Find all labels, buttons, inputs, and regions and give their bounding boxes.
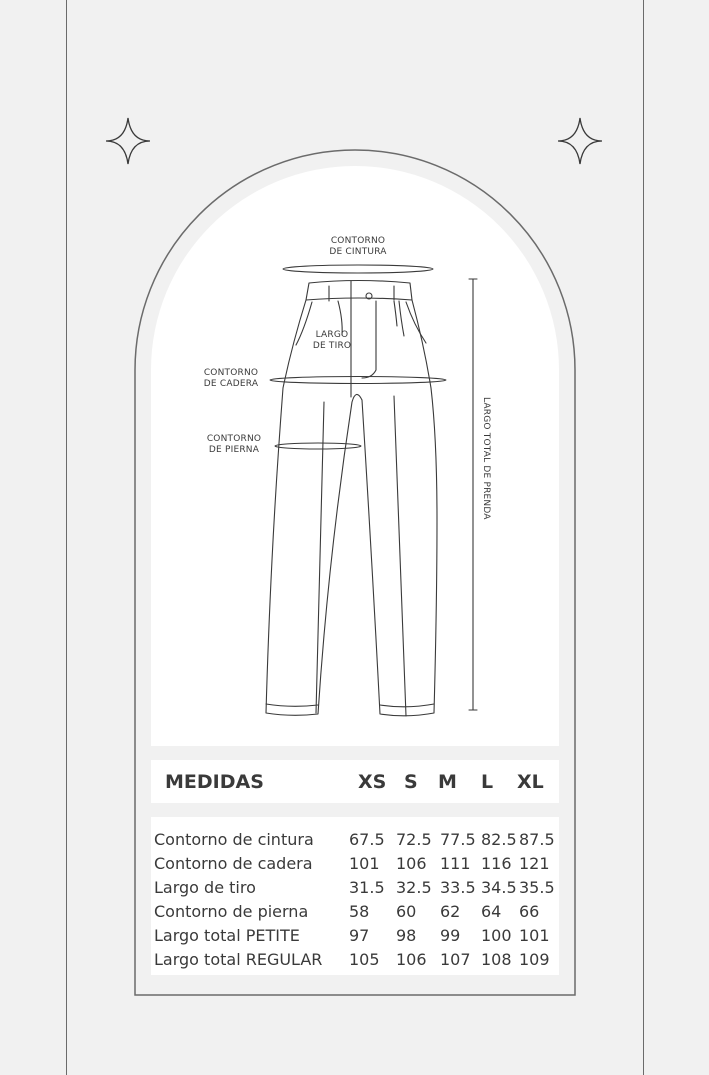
table-row — [151, 924, 559, 948]
cell-xl: 66 — [519, 902, 540, 921]
waist-label-line1: CONTORNO — [330, 236, 386, 246]
leg-label-line1: CONTORNO — [206, 434, 262, 444]
cell-s: 106 — [396, 950, 427, 969]
total-length-label: LARGO TOTAL DE PRENDA — [481, 397, 491, 520]
cell-xl: 121 — [519, 854, 550, 873]
cell-s: 106 — [396, 854, 427, 873]
row-label: Contorno de pierna — [154, 902, 309, 921]
cell-xs: 105 — [349, 950, 380, 969]
rise-label-line1: LARGO — [315, 330, 349, 340]
hip-label-line1: CONTORNO — [203, 368, 259, 378]
waist-label-line2: DE CINTURA — [329, 247, 387, 257]
table-row — [151, 876, 559, 900]
cell-m: 111 — [440, 854, 471, 873]
cell-l: 100 — [481, 926, 512, 945]
cell-m: 62 — [440, 902, 461, 921]
cell-xs: 67.5 — [349, 830, 385, 849]
row-label: Largo total PETITE — [154, 926, 300, 945]
rise-label-line2: DE TIRO — [312, 341, 352, 351]
cell-xl: 101 — [519, 926, 550, 945]
measurements-table — [151, 817, 559, 975]
sparkle-right-icon — [558, 118, 602, 164]
size-header-xs: XS — [358, 771, 387, 793]
cell-s: 98 — [396, 926, 417, 945]
cell-l: 34.5 — [481, 878, 517, 897]
cell-m: 33.5 — [440, 878, 476, 897]
row-label: Largo total REGULAR — [154, 950, 323, 969]
cell-l: 116 — [481, 854, 512, 873]
rise-label — [303, 330, 361, 352]
cell-m: 77.5 — [440, 830, 476, 849]
cell-xl: 35.5 — [519, 878, 555, 897]
cell-m: 99 — [440, 926, 461, 945]
cell-xs: 101 — [349, 854, 380, 873]
size-header-l: L — [481, 771, 494, 793]
cell-m: 107 — [440, 950, 471, 969]
row-label: Contorno de cintura — [154, 830, 314, 849]
cell-l: 108 — [481, 950, 512, 969]
size-header-xl: XL — [517, 771, 544, 793]
hip-label-line2: DE CADERA — [203, 379, 259, 389]
cell-s: 72.5 — [396, 830, 432, 849]
hip-label — [192, 368, 270, 390]
cell-xl: 109 — [519, 950, 550, 969]
cell-s: 32.5 — [396, 878, 432, 897]
row-label: Largo de tiro — [154, 878, 256, 897]
row-label: Contorno de cadera — [154, 854, 313, 873]
size-header-s: S — [404, 771, 418, 793]
cell-l: 64 — [481, 902, 502, 921]
sparkle-left-icon — [106, 118, 150, 164]
cell-xs: 31.5 — [349, 878, 385, 897]
table-row — [151, 948, 559, 972]
table-row — [151, 900, 559, 924]
size-header-m: M — [438, 771, 457, 793]
table-row — [151, 828, 559, 852]
waist-label — [318, 236, 398, 258]
leg-label — [195, 434, 273, 456]
cell-xl: 87.5 — [519, 830, 555, 849]
table-row — [151, 852, 559, 876]
cell-xs: 97 — [349, 926, 370, 945]
cell-xs: 58 — [349, 902, 370, 921]
leg-label-line2: DE PIERNA — [208, 445, 260, 455]
cell-s: 60 — [396, 902, 417, 921]
cell-l: 82.5 — [481, 830, 517, 849]
table-title: MEDIDAS — [165, 771, 264, 793]
